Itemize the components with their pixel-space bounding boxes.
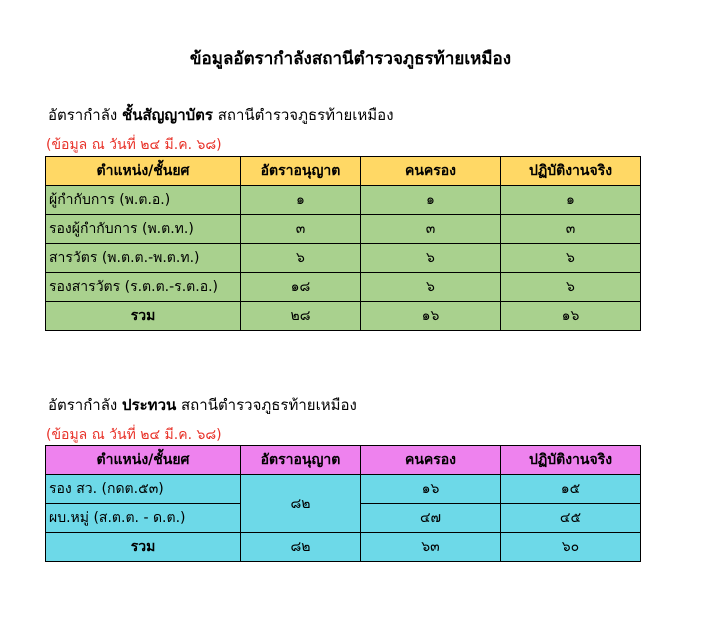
section2-heading xyxy=(48,393,357,417)
actual-cell: ๑๕ xyxy=(501,475,641,504)
table-total-row xyxy=(46,302,641,331)
position-cell: รองสารวัตร (ร.ต.ต.-ร.ต.อ.) xyxy=(46,273,241,302)
section2-heading-bold: ประทวน xyxy=(122,396,177,414)
header-actual: ปฏิบัติงานจริง xyxy=(501,157,641,186)
total-occupied: ๑๖ xyxy=(361,302,501,331)
position-cell: ผบ.หมู่ (ส.ต.ต. - ด.ต.) xyxy=(46,504,241,533)
section1-heading-suffix: สถานีตำรวจภูธรท้ายเหมือง xyxy=(217,106,394,124)
authorized-cell: ๑ xyxy=(241,186,361,215)
total-label: รวม xyxy=(46,302,241,331)
actual-cell: ๔๕ xyxy=(501,504,641,533)
section2-heading-prefix: อัตรากำลัง xyxy=(48,396,118,414)
header-authorized: อัตราอนุญาต xyxy=(241,446,361,475)
position-cell: สารวัตร (พ.ต.ต.-พ.ต.ท.) xyxy=(46,244,241,273)
table-row xyxy=(46,186,641,215)
actual-cell: ๖ xyxy=(501,273,641,302)
section1-heading-bold: ชั้นสัญญาบัตร xyxy=(122,106,213,124)
occupied-cell: ๓ xyxy=(361,215,501,244)
actual-cell: ๑ xyxy=(501,186,641,215)
actual-cell: ๖ xyxy=(501,244,641,273)
total-label: รวม xyxy=(46,533,241,562)
section1-date-note: (ข้อมูล ณ วันที่ ๒๔ มี.ค. ๖๘) xyxy=(46,137,222,153)
header-occupied: คนครอง xyxy=(361,446,501,475)
authorized-cell: ๖ xyxy=(241,244,361,273)
header-actual: ปฏิบัติงานจริง xyxy=(501,446,641,475)
table-total-row xyxy=(46,533,641,562)
position-cell: รองผู้กำกับการ (พ.ต.ท.) xyxy=(46,215,241,244)
combined-authorized-cell: ๘๒ xyxy=(241,475,361,533)
officer-rank-table xyxy=(45,156,641,331)
position-cell: รอง สว. (กดต.๕๓) xyxy=(46,475,241,504)
section2-date-note: (ข้อมูล ณ วันที่ ๒๔ มี.ค. ๖๘) xyxy=(46,427,222,443)
header-position: ตำแหน่ง/ชั้นยศ xyxy=(46,157,241,186)
actual-cell: ๓ xyxy=(501,215,641,244)
authorized-cell: ๓ xyxy=(241,215,361,244)
occupied-cell: ๖ xyxy=(361,273,501,302)
table-row xyxy=(46,215,641,244)
section1-heading-prefix: อัตรากำลัง xyxy=(48,106,118,124)
occupied-cell: ๑ xyxy=(361,186,501,215)
occupied-cell: ๖ xyxy=(361,244,501,273)
page-title: ข้อมูลอัตรากำลังสถานีตำรวจภูธรท้ายเหมือง xyxy=(189,49,512,69)
occupied-cell: ๑๖ xyxy=(361,475,501,504)
total-actual: ๑๖ xyxy=(501,302,641,331)
header-position: ตำแหน่ง/ชั้นยศ xyxy=(46,446,241,475)
table-row xyxy=(46,475,641,504)
total-authorized: ๘๒ xyxy=(241,533,361,562)
total-occupied: ๖๓ xyxy=(361,533,501,562)
section2-heading-suffix: สถานีตำรวจภูธรท้ายเหมือง xyxy=(181,396,357,414)
authorized-cell: ๑๘ xyxy=(241,273,361,302)
total-actual: ๖๐ xyxy=(501,533,641,562)
table-row xyxy=(46,244,641,273)
total-authorized: ๒๘ xyxy=(241,302,361,331)
noncommissioned-rank-table xyxy=(45,445,641,562)
table-header-row xyxy=(46,157,641,186)
header-occupied: คนครอง xyxy=(361,157,501,186)
table-row xyxy=(46,273,641,302)
section1-heading xyxy=(48,103,394,127)
occupied-cell: ๔๗ xyxy=(361,504,501,533)
table-header-row xyxy=(46,446,641,475)
position-cell: ผู้กำกับการ (พ.ต.อ.) xyxy=(46,186,241,215)
header-authorized: อัตราอนุญาต xyxy=(241,157,361,186)
